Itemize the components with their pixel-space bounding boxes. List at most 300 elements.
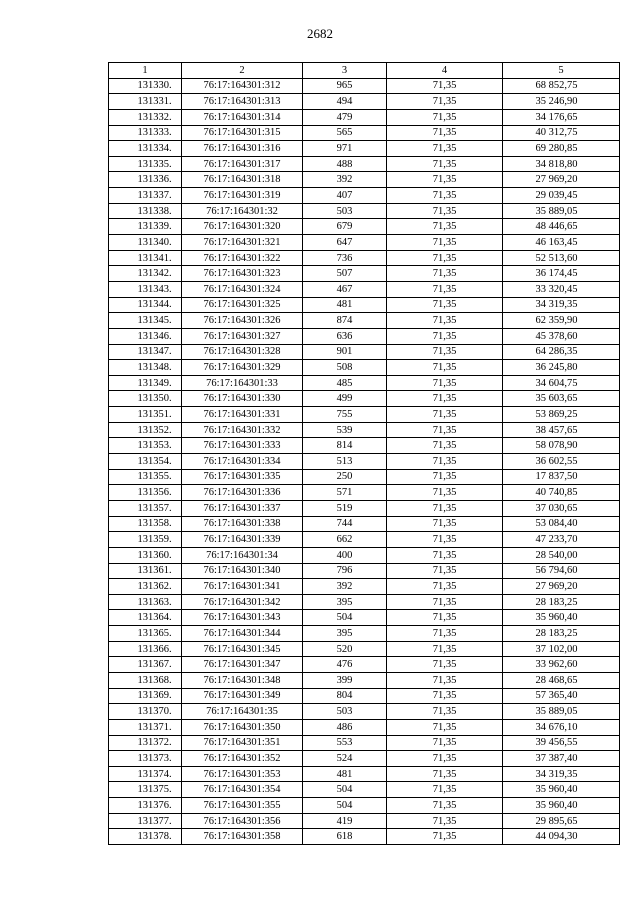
amount-cell: 37 030,65 — [503, 500, 620, 516]
area-cell: 392 — [303, 172, 387, 188]
amount-cell: 33 962,60 — [503, 657, 620, 673]
table-row — [109, 454, 620, 470]
area-cell: 520 — [303, 641, 387, 657]
rate-cell: 71,35 — [387, 485, 503, 501]
rate-cell: 71,35 — [387, 657, 503, 673]
rate-cell: 71,35 — [387, 375, 503, 391]
amount-cell: 45 378,60 — [503, 328, 620, 344]
cadastral-number-cell: 76:17:164301:319 — [182, 188, 303, 204]
area-cell: 481 — [303, 766, 387, 782]
amount-cell: 29 895,65 — [503, 813, 620, 829]
row-number-cell: 131346. — [109, 328, 182, 344]
table-row — [109, 407, 620, 423]
area-cell: 486 — [303, 719, 387, 735]
amount-cell: 57 365,40 — [503, 688, 620, 704]
amount-cell: 40 312,75 — [503, 125, 620, 141]
cadastral-number-cell: 76:17:164301:351 — [182, 735, 303, 751]
cadastral-number-cell: 76:17:164301:354 — [182, 782, 303, 798]
row-number-cell: 131330. — [109, 78, 182, 94]
table-row — [109, 235, 620, 251]
row-number-cell: 131350. — [109, 391, 182, 407]
rate-cell: 71,35 — [387, 469, 503, 485]
amount-cell: 17 837,50 — [503, 469, 620, 485]
amount-cell: 47 233,70 — [503, 532, 620, 548]
row-number-cell: 131351. — [109, 407, 182, 423]
area-cell: 565 — [303, 125, 387, 141]
rate-cell: 71,35 — [387, 78, 503, 94]
table-row — [109, 798, 620, 814]
amount-cell: 34 176,65 — [503, 109, 620, 125]
rate-cell: 71,35 — [387, 219, 503, 235]
amount-cell: 27 969,20 — [503, 579, 620, 595]
cadastral-number-cell: 76:17:164301:340 — [182, 563, 303, 579]
table-row — [109, 469, 620, 485]
rate-cell: 71,35 — [387, 766, 503, 782]
row-number-cell: 131344. — [109, 297, 182, 313]
area-cell: 395 — [303, 626, 387, 642]
amount-cell: 35 960,40 — [503, 798, 620, 814]
table-row — [109, 704, 620, 720]
cadastral-number-cell: 76:17:164301:339 — [182, 532, 303, 548]
area-cell: 419 — [303, 813, 387, 829]
amount-cell: 56 794,60 — [503, 563, 620, 579]
row-number-cell: 131378. — [109, 829, 182, 845]
table-row — [109, 594, 620, 610]
amount-cell: 28 468,65 — [503, 672, 620, 688]
table-row — [109, 203, 620, 219]
data-table — [108, 62, 620, 845]
table-row — [109, 250, 620, 266]
amount-cell: 62 359,90 — [503, 313, 620, 329]
table-row — [109, 547, 620, 563]
area-cell: 755 — [303, 407, 387, 423]
cadastral-number-cell: 76:17:164301:344 — [182, 626, 303, 642]
area-cell: 407 — [303, 188, 387, 204]
rate-cell: 71,35 — [387, 563, 503, 579]
cadastral-number-cell: 76:17:164301:313 — [182, 94, 303, 110]
table-row — [109, 829, 620, 845]
table-row — [109, 563, 620, 579]
rate-cell: 71,35 — [387, 422, 503, 438]
row-number-cell: 131349. — [109, 375, 182, 391]
area-cell: 503 — [303, 203, 387, 219]
cadastral-number-cell: 76:17:164301:338 — [182, 516, 303, 532]
area-cell: 513 — [303, 454, 387, 470]
rate-cell: 71,35 — [387, 250, 503, 266]
amount-cell: 39 456,55 — [503, 735, 620, 751]
row-number-cell: 131376. — [109, 798, 182, 814]
row-number-cell: 131369. — [109, 688, 182, 704]
rate-cell: 71,35 — [387, 281, 503, 297]
header-row — [109, 63, 620, 79]
area-cell: 796 — [303, 563, 387, 579]
rate-cell: 71,35 — [387, 125, 503, 141]
cadastral-number-cell: 76:17:164301:329 — [182, 360, 303, 376]
row-number-cell: 131340. — [109, 235, 182, 251]
row-number-cell: 131374. — [109, 766, 182, 782]
area-cell: 571 — [303, 485, 387, 501]
rate-cell: 71,35 — [387, 532, 503, 548]
area-cell: 485 — [303, 375, 387, 391]
table-row — [109, 94, 620, 110]
area-cell: 488 — [303, 156, 387, 172]
row-number-cell: 131356. — [109, 485, 182, 501]
table-row — [109, 297, 620, 313]
table-row — [109, 516, 620, 532]
area-cell: 400 — [303, 547, 387, 563]
row-number-cell: 131367. — [109, 657, 182, 673]
table-row — [109, 672, 620, 688]
amount-cell: 35 960,40 — [503, 610, 620, 626]
area-cell: 504 — [303, 798, 387, 814]
row-number-cell: 131336. — [109, 172, 182, 188]
cadastral-number-cell: 76:17:164301:352 — [182, 751, 303, 767]
table-row — [109, 391, 620, 407]
row-number-cell: 131335. — [109, 156, 182, 172]
table-row — [109, 610, 620, 626]
area-cell: 392 — [303, 579, 387, 595]
table-row — [109, 782, 620, 798]
cadastral-number-cell: 76:17:164301:324 — [182, 281, 303, 297]
row-number-cell: 131364. — [109, 610, 182, 626]
amount-cell: 35 889,05 — [503, 203, 620, 219]
amount-cell: 35 246,90 — [503, 94, 620, 110]
amount-cell: 35 960,40 — [503, 782, 620, 798]
rate-cell: 71,35 — [387, 266, 503, 282]
cadastral-number-cell: 76:17:164301:321 — [182, 235, 303, 251]
table-row — [109, 719, 620, 735]
amount-cell: 36 245,80 — [503, 360, 620, 376]
table-row — [109, 188, 620, 204]
amount-cell: 36 174,45 — [503, 266, 620, 282]
area-cell: 553 — [303, 735, 387, 751]
row-number-cell: 131371. — [109, 719, 182, 735]
rate-cell: 71,35 — [387, 829, 503, 845]
amount-cell: 53 084,40 — [503, 516, 620, 532]
area-cell: 679 — [303, 219, 387, 235]
page-number: 2682 — [307, 26, 333, 41]
cadastral-number-cell: 76:17:164301:336 — [182, 485, 303, 501]
row-number-cell: 131348. — [109, 360, 182, 376]
amount-cell: 37 387,40 — [503, 751, 620, 767]
amount-cell: 68 852,75 — [503, 78, 620, 94]
area-cell: 901 — [303, 344, 387, 360]
row-number-cell: 131366. — [109, 641, 182, 657]
cadastral-number-cell: 76:17:164301:347 — [182, 657, 303, 673]
cadastral-number-cell: 76:17:164301:331 — [182, 407, 303, 423]
area-cell: 618 — [303, 829, 387, 845]
amount-cell: 48 446,65 — [503, 219, 620, 235]
table-row — [109, 766, 620, 782]
rate-cell: 71,35 — [387, 454, 503, 470]
table-row — [109, 626, 620, 642]
cadastral-number-cell: 76:17:164301:342 — [182, 594, 303, 610]
rate-cell: 71,35 — [387, 782, 503, 798]
row-number-cell: 131361. — [109, 563, 182, 579]
table-row — [109, 172, 620, 188]
cadastral-number-cell: 76:17:164301:33 — [182, 375, 303, 391]
table-row — [109, 360, 620, 376]
area-cell: 736 — [303, 250, 387, 266]
table-row — [109, 344, 620, 360]
area-cell: 519 — [303, 500, 387, 516]
amount-cell: 28 540,00 — [503, 547, 620, 563]
cadastral-number-cell: 76:17:164301:355 — [182, 798, 303, 814]
area-cell: 507 — [303, 266, 387, 282]
row-number-cell: 131345. — [109, 313, 182, 329]
amount-cell: 46 163,45 — [503, 235, 620, 251]
row-number-cell: 131370. — [109, 704, 182, 720]
area-cell: 804 — [303, 688, 387, 704]
area-cell: 504 — [303, 782, 387, 798]
table-row — [109, 141, 620, 157]
amount-cell: 34 319,35 — [503, 766, 620, 782]
amount-cell: 34 319,35 — [503, 297, 620, 313]
cadastral-number-cell: 76:17:164301:349 — [182, 688, 303, 704]
row-number-cell: 131360. — [109, 547, 182, 563]
table-row — [109, 328, 620, 344]
column-header-5: 5 — [503, 63, 620, 79]
rate-cell: 71,35 — [387, 391, 503, 407]
rate-cell: 71,35 — [387, 203, 503, 219]
amount-cell: 35 603,65 — [503, 391, 620, 407]
cadastral-number-cell: 76:17:164301:327 — [182, 328, 303, 344]
column-header-4: 4 — [387, 63, 503, 79]
row-number-cell: 131355. — [109, 469, 182, 485]
row-number-cell: 131352. — [109, 422, 182, 438]
row-number-cell: 131332. — [109, 109, 182, 125]
row-number-cell: 131359. — [109, 532, 182, 548]
amount-cell: 34 604,75 — [503, 375, 620, 391]
cadastral-number-cell: 76:17:164301:320 — [182, 219, 303, 235]
cadastral-number-cell: 76:17:164301:343 — [182, 610, 303, 626]
cadastral-number-cell: 76:17:164301:333 — [182, 438, 303, 454]
row-number-cell: 131354. — [109, 454, 182, 470]
cadastral-number-cell: 76:17:164301:348 — [182, 672, 303, 688]
cadastral-number-cell: 76:17:164301:34 — [182, 547, 303, 563]
row-number-cell: 131363. — [109, 594, 182, 610]
table-row — [109, 735, 620, 751]
area-cell: 965 — [303, 78, 387, 94]
rate-cell: 71,35 — [387, 610, 503, 626]
cadastral-number-cell: 76:17:164301:325 — [182, 297, 303, 313]
amount-cell: 34 818,80 — [503, 156, 620, 172]
row-number-cell: 131375. — [109, 782, 182, 798]
rate-cell: 71,35 — [387, 500, 503, 516]
area-cell: 539 — [303, 422, 387, 438]
cadastral-number-cell: 76:17:164301:330 — [182, 391, 303, 407]
rate-cell: 71,35 — [387, 547, 503, 563]
area-cell: 479 — [303, 109, 387, 125]
area-cell: 467 — [303, 281, 387, 297]
row-number-cell: 131347. — [109, 344, 182, 360]
table-row — [109, 219, 620, 235]
amount-cell: 34 676,10 — [503, 719, 620, 735]
cadastral-number-cell: 76:17:164301:323 — [182, 266, 303, 282]
row-number-cell: 131333. — [109, 125, 182, 141]
amount-cell: 36 602,55 — [503, 454, 620, 470]
cadastral-number-cell: 76:17:164301:356 — [182, 813, 303, 829]
cadastral-number-cell: 76:17:164301:335 — [182, 469, 303, 485]
rate-cell: 71,35 — [387, 735, 503, 751]
table-body — [109, 78, 620, 844]
cadastral-number-cell: 76:17:164301:350 — [182, 719, 303, 735]
row-number-cell: 131331. — [109, 94, 182, 110]
rate-cell: 71,35 — [387, 688, 503, 704]
cadastral-number-cell: 76:17:164301:312 — [182, 78, 303, 94]
row-number-cell: 131343. — [109, 281, 182, 297]
cadastral-number-cell: 76:17:164301:316 — [182, 141, 303, 157]
rate-cell: 71,35 — [387, 141, 503, 157]
area-cell: 494 — [303, 94, 387, 110]
table-row — [109, 813, 620, 829]
area-cell: 481 — [303, 297, 387, 313]
area-cell: 636 — [303, 328, 387, 344]
rate-cell: 71,35 — [387, 94, 503, 110]
amount-cell: 69 280,85 — [503, 141, 620, 157]
amount-cell: 58 078,90 — [503, 438, 620, 454]
table-row — [109, 500, 620, 516]
cadastral-number-cell: 76:17:164301:32 — [182, 203, 303, 219]
row-number-cell: 131339. — [109, 219, 182, 235]
cadastral-number-cell: 76:17:164301:317 — [182, 156, 303, 172]
cadastral-number-cell: 76:17:164301:326 — [182, 313, 303, 329]
rate-cell: 71,35 — [387, 813, 503, 829]
row-number-cell: 131368. — [109, 672, 182, 688]
amount-cell: 28 183,25 — [503, 626, 620, 642]
column-header-3: 3 — [303, 63, 387, 79]
table-row — [109, 266, 620, 282]
table-row — [109, 109, 620, 125]
amount-cell: 28 183,25 — [503, 594, 620, 610]
table-row — [109, 125, 620, 141]
area-cell: 499 — [303, 391, 387, 407]
cadastral-number-cell: 76:17:164301:314 — [182, 109, 303, 125]
amount-cell: 33 320,45 — [503, 281, 620, 297]
row-number-cell: 131373. — [109, 751, 182, 767]
rate-cell: 71,35 — [387, 672, 503, 688]
cadastral-number-cell: 76:17:164301:35 — [182, 704, 303, 720]
row-number-cell: 131362. — [109, 579, 182, 595]
rate-cell: 71,35 — [387, 704, 503, 720]
table-row — [109, 375, 620, 391]
area-cell: 508 — [303, 360, 387, 376]
table-row — [109, 422, 620, 438]
amount-cell: 37 102,00 — [503, 641, 620, 657]
area-cell: 476 — [303, 657, 387, 673]
table-row — [109, 688, 620, 704]
area-cell: 971 — [303, 141, 387, 157]
table-row — [109, 78, 620, 94]
area-cell: 524 — [303, 751, 387, 767]
row-number-cell: 131353. — [109, 438, 182, 454]
rate-cell: 71,35 — [387, 188, 503, 204]
area-cell: 504 — [303, 610, 387, 626]
table-row — [109, 156, 620, 172]
amount-cell: 35 889,05 — [503, 704, 620, 720]
rate-cell: 71,35 — [387, 297, 503, 313]
amount-cell: 53 869,25 — [503, 407, 620, 423]
rate-cell: 71,35 — [387, 156, 503, 172]
table-row — [109, 579, 620, 595]
cadastral-number-cell: 76:17:164301:315 — [182, 125, 303, 141]
area-cell: 395 — [303, 594, 387, 610]
rate-cell: 71,35 — [387, 641, 503, 657]
cadastral-number-cell: 76:17:164301:353 — [182, 766, 303, 782]
rate-cell: 71,35 — [387, 109, 503, 125]
row-number-cell: 131338. — [109, 203, 182, 219]
rate-cell: 71,35 — [387, 313, 503, 329]
cadastral-number-cell: 76:17:164301:332 — [182, 422, 303, 438]
area-cell: 647 — [303, 235, 387, 251]
cadastral-number-cell: 76:17:164301:341 — [182, 579, 303, 595]
cadastral-number-cell: 76:17:164301:337 — [182, 500, 303, 516]
table-row — [109, 438, 620, 454]
area-cell: 814 — [303, 438, 387, 454]
cadastral-number-cell: 76:17:164301:322 — [182, 250, 303, 266]
rate-cell: 71,35 — [387, 719, 503, 735]
rate-cell: 71,35 — [387, 594, 503, 610]
cadastral-number-cell: 76:17:164301:345 — [182, 641, 303, 657]
rate-cell: 71,35 — [387, 328, 503, 344]
rate-cell: 71,35 — [387, 516, 503, 532]
cadastral-number-cell: 76:17:164301:328 — [182, 344, 303, 360]
table-row — [109, 532, 620, 548]
row-number-cell: 131377. — [109, 813, 182, 829]
rate-cell: 71,35 — [387, 798, 503, 814]
rate-cell: 71,35 — [387, 172, 503, 188]
amount-cell: 29 039,45 — [503, 188, 620, 204]
amount-cell: 44 094,30 — [503, 829, 620, 845]
area-cell: 744 — [303, 516, 387, 532]
table-row — [109, 657, 620, 673]
row-number-cell: 131358. — [109, 516, 182, 532]
row-number-cell: 131337. — [109, 188, 182, 204]
table-row — [109, 641, 620, 657]
amount-cell: 40 740,85 — [503, 485, 620, 501]
column-header-1: 1 — [109, 63, 182, 79]
amount-cell: 27 969,20 — [503, 172, 620, 188]
row-number-cell: 131372. — [109, 735, 182, 751]
table-row — [109, 281, 620, 297]
rate-cell: 71,35 — [387, 235, 503, 251]
row-number-cell: 131342. — [109, 266, 182, 282]
rate-cell: 71,35 — [387, 344, 503, 360]
row-number-cell: 131341. — [109, 250, 182, 266]
amount-cell: 38 457,65 — [503, 422, 620, 438]
cadastral-number-cell: 76:17:164301:318 — [182, 172, 303, 188]
rate-cell: 71,35 — [387, 438, 503, 454]
rate-cell: 71,35 — [387, 579, 503, 595]
column-header-2: 2 — [182, 63, 303, 79]
table-row — [109, 313, 620, 329]
table-row — [109, 751, 620, 767]
rate-cell: 71,35 — [387, 360, 503, 376]
area-cell: 399 — [303, 672, 387, 688]
area-cell: 503 — [303, 704, 387, 720]
amount-cell: 64 286,35 — [503, 344, 620, 360]
row-number-cell: 131357. — [109, 500, 182, 516]
cadastral-number-cell: 76:17:164301:358 — [182, 829, 303, 845]
rate-cell: 71,35 — [387, 407, 503, 423]
rate-cell: 71,35 — [387, 626, 503, 642]
row-number-cell: 131365. — [109, 626, 182, 642]
cadastral-number-cell: 76:17:164301:334 — [182, 454, 303, 470]
row-number-cell: 131334. — [109, 141, 182, 157]
rate-cell: 71,35 — [387, 751, 503, 767]
table-row — [109, 485, 620, 501]
area-cell: 662 — [303, 532, 387, 548]
